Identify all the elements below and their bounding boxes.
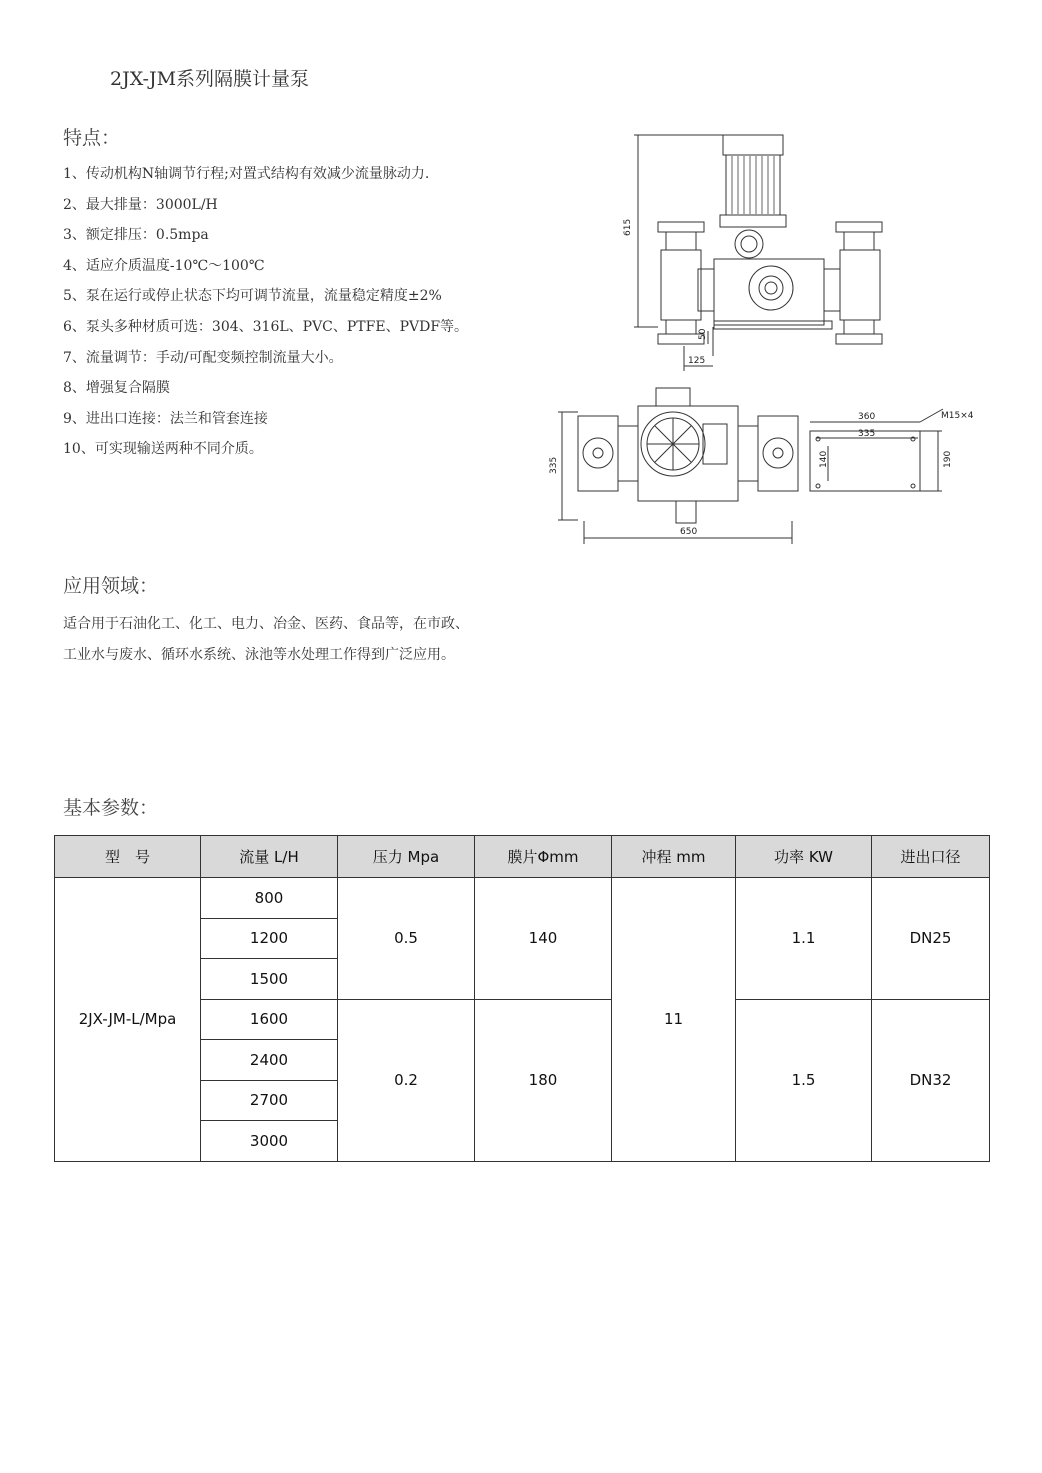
port-cell: DN25 — [872, 878, 990, 1000]
header-cell: 膜片Φmm — [475, 836, 612, 878]
feature-item: 9、进出口连接：法兰和管套连接 — [63, 410, 268, 427]
diaphragm-cell: 180 — [475, 999, 612, 1161]
page-title: 2JX-JM系列隔膜计量泵 — [110, 68, 310, 90]
dim-50-label: 50 — [698, 328, 708, 340]
flow-cell: 3000 — [201, 1121, 338, 1162]
dim-width-label: 650 — [680, 527, 698, 537]
table-header-row — [55, 836, 990, 878]
feature-item: 3、额定排压：0.5mpa — [63, 227, 209, 244]
pressure-cell: 0.5 — [338, 878, 475, 1000]
feature-item: 8、增强复合隔膜 — [63, 380, 170, 397]
applications-heading: 应用领域： — [63, 575, 159, 597]
features-heading: 特点： — [63, 127, 121, 149]
features-list — [63, 163, 468, 469]
params-table — [54, 835, 990, 1162]
diaphragm-cell: 140 — [475, 878, 612, 1000]
feature-item: 2、最大排量：3000L/H — [63, 196, 218, 213]
model-cell: 2JX-JM-L/Mpa — [55, 878, 201, 1162]
pressure-cell: 0.2 — [338, 999, 475, 1161]
applications-line: 工业水与废水、循环水系统、泳池等水处理工作得到广泛应用。 — [63, 646, 455, 663]
pump-technical-drawing — [548, 126, 988, 546]
header-cell: 型 号 — [55, 836, 201, 878]
feature-item: 10、可实现输送两种不同介质。 — [63, 441, 263, 458]
flow-cell: 2700 — [201, 1080, 338, 1121]
stroke-cell: 11 — [612, 878, 736, 1162]
applications-line: 适合用于石油化工、化工、电力、冶金、医药、食品等，在市政、 — [63, 616, 469, 632]
feature-item: 7、流量调节：手动/可配变频控制流量大小。 — [63, 349, 343, 366]
header-cell: 冲程 mm — [612, 836, 736, 878]
applications-text — [63, 609, 469, 670]
flow-cell: 1500 — [201, 959, 338, 1000]
table-row — [55, 878, 990, 919]
bolt-label: M15×4 — [941, 411, 974, 421]
dim-335b-label: 335 — [858, 429, 876, 439]
flow-cell: 1600 — [201, 999, 338, 1040]
feature-item: 6、泵头多种材质可选：304、316L、PVC、PTFE、PVDF等。 — [63, 318, 469, 335]
dim-190-label: 190 — [943, 450, 953, 468]
params-heading: 基本参数： — [63, 797, 159, 819]
dim-360-label: 360 — [858, 412, 876, 422]
power-cell: 1.1 — [736, 878, 872, 1000]
power-cell: 1.5 — [736, 999, 872, 1161]
header-cell: 流量 L/H — [201, 836, 338, 878]
flow-cell: 800 — [201, 878, 338, 919]
header-cell: 压力 Mpa — [338, 836, 475, 878]
dim-depth-label: 335 — [549, 456, 559, 474]
feature-item: 4、适应介质温度-10℃～100℃ — [63, 257, 265, 274]
feature-item: 5、泵在运行或停止状态下均可调节流量，流量稳定精度±2% — [63, 288, 442, 305]
dim-height-label: 615 — [623, 218, 633, 236]
port-cell: DN32 — [872, 999, 990, 1161]
feature-item: 1、传动机构N轴调节行程;对置式结构有效减少流量脉动力. — [63, 166, 430, 182]
dim-140-label: 140 — [819, 450, 829, 468]
flow-cell: 2400 — [201, 1040, 338, 1081]
header-cell: 功率 KW — [736, 836, 872, 878]
dim-125-label: 125 — [688, 356, 706, 366]
header-cell: 进出口径 — [872, 836, 990, 878]
flow-cell: 1200 — [201, 918, 338, 959]
